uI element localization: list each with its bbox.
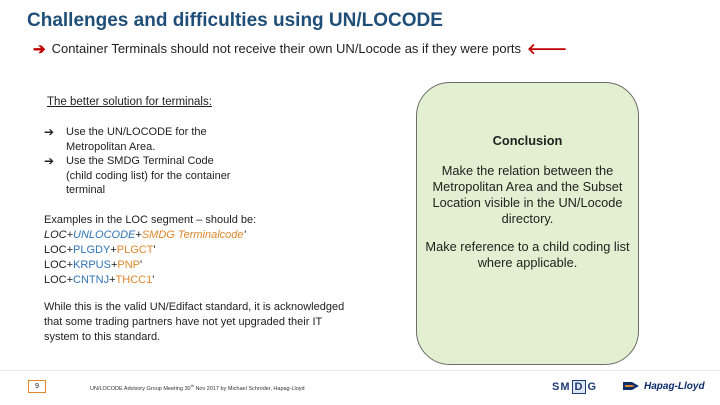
arrow-right-icon: ➔ [33, 40, 46, 58]
examples-block [44, 213, 256, 288]
solution-bullets [44, 125, 241, 198]
solution-label: The better solution for terminals: [47, 96, 212, 108]
bullet-item [44, 154, 241, 198]
page-number: 9 [28, 380, 46, 393]
conclusion-title: Conclusion [492, 133, 563, 148]
example-line: LOC+UNLOCODE+SMDG Terminalcode' [44, 229, 246, 241]
bullet-text: Use the SMDG Terminal Code (child coding list) for the container terminal [66, 155, 231, 196]
example-line: LOC+PLGDY+PLGCT' [44, 244, 156, 256]
examples-intro: Examples in the LOC segment – should be: [44, 214, 257, 226]
conclusion-text: Make the relation between the Metropolitan Area and the Subset Location visible in the UN/Locode directory. [432, 163, 623, 226]
conclusion-box [416, 82, 639, 365]
conclusion-text: Make reference to a child coding list where applicable. [425, 239, 630, 270]
example-line: LOC+CNTNJ+THCC1' [44, 274, 155, 286]
subtitle-text: Container Terminals should not receive their own UN/Locode as if they were ports [51, 41, 522, 56]
hapag-lloyd-text: Hapag-Lloyd [644, 380, 705, 392]
bullet-text: Use the UN/LOCODE for the Metropolitan Area. [66, 126, 207, 153]
slide-title: Challenges and difficulties using UN/LOCODE [27, 10, 443, 31]
hapag-lloyd-icon [622, 379, 640, 393]
standard-note: While this is the valid UN/Edifact standard, it is acknowledged that some trading partners have not yet upgraded their IT system to this standard. [44, 301, 345, 343]
arrow-right-icon: ➔ [44, 125, 55, 139]
subtitle [27, 39, 573, 58]
hapag-lloyd-logo [622, 379, 705, 393]
example-line: LOC+KRPUS+PNP' [44, 259, 143, 271]
arrow-left-icon: 🡐 [527, 41, 568, 58]
footer-divider [0, 370, 720, 371]
smdg-logo: S M D G [552, 381, 598, 393]
footer-text: UN/LOCODE Advisory Group Meeting 30th Nov 2017 by Michael Schroder, Hapag-Lloyd [90, 383, 305, 392]
arrow-right-icon: ➔ [44, 154, 55, 168]
bullet-item [44, 125, 241, 154]
